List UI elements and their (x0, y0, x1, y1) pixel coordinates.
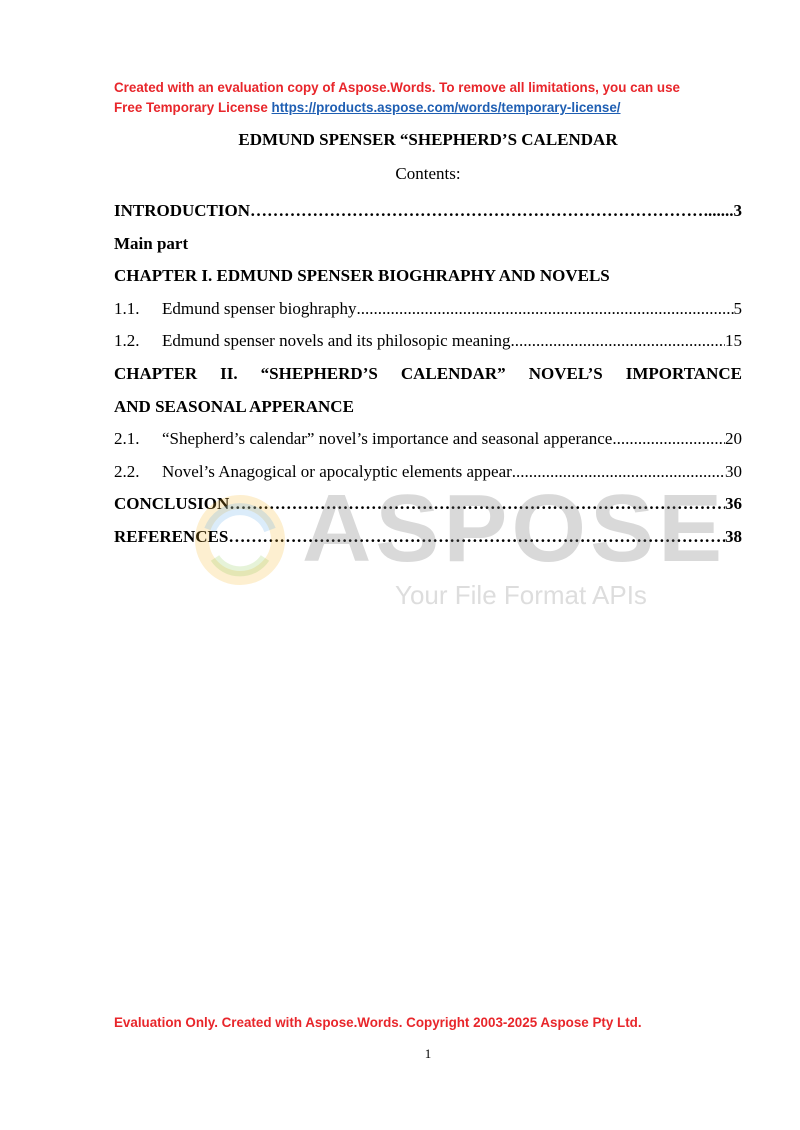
toc-leader (229, 488, 725, 521)
evaluation-notice-header (114, 78, 754, 118)
toc-heading-word: NOVEL’S (528, 363, 603, 383)
toc-leader (510, 325, 725, 358)
toc-chapter-1-heading[interactable] (114, 260, 742, 293)
toc-entry-label: CHAPTER I. EDMUND SPENSER BIOGHRAPHY AND NOVELS (114, 266, 610, 286)
toc-page-number: 30 (725, 461, 742, 481)
contents-heading: Contents: (395, 164, 461, 183)
toc-entry-2-1[interactable] (114, 423, 742, 456)
toc-entry-label: Novel’s Anagogical or apocalyptic elements appear (162, 461, 512, 481)
toc-leader (357, 293, 734, 326)
toc-leader (512, 456, 725, 489)
toc-entry-label: AND SEASONAL APPERANCE (114, 396, 354, 416)
toc-leader (612, 423, 725, 456)
toc-page-number: 20 (725, 429, 742, 449)
toc-entry-label: INTRODUCTION (114, 201, 251, 220)
toc-section-number: 1.2. (114, 331, 140, 351)
toc-heading-word: II. (220, 363, 238, 383)
license-label: Free Temporary License (114, 100, 272, 115)
toc-entry-label: Edmund spenser novels and its philosopic meaning (162, 331, 511, 351)
toc-entry-label: Edmund spenser bioghraphy (162, 298, 357, 318)
toc-leader (250, 195, 704, 228)
toc-entry-1-2[interactable] (114, 325, 742, 358)
toc-entry-references[interactable] (114, 521, 742, 554)
toc-section-number: 2.2. (114, 461, 140, 481)
toc-section-number: 2.1. (114, 429, 140, 449)
table-of-contents (114, 195, 742, 554)
evaluation-notice-footer: Evaluation Only. Created with Aspose.Words. Copyright 2003-2025 Aspose Pty Ltd. (114, 1015, 642, 1030)
toc-page-number: 38 (725, 526, 742, 546)
temporary-license-link[interactable]: https://products.aspose.com/words/temporary-license/ (271, 100, 621, 115)
toc-entry-label: “Shepherd’s calendar” novel’s importance and seasonal apperance (162, 429, 613, 449)
toc-heading-word: CHAPTER (114, 363, 198, 383)
toc-chapter-2-heading-line-1[interactable] (114, 358, 742, 391)
toc-chapter-2-heading-line-2[interactable] (114, 391, 742, 424)
document-title: EDMUND SPENSER “SHEPHERD’S CALENDAR (238, 130, 618, 149)
toc-page-number: 36 (725, 494, 742, 514)
toc-entry-conclusion[interactable] (114, 488, 742, 521)
toc-heading-word: CALENDAR” (400, 363, 506, 383)
evaluation-notice-line: Created with an evaluation copy of Aspose.Words. To remove all limitations, you can use (114, 80, 681, 95)
toc-entry-label: CONCLUSION (114, 494, 230, 514)
toc-leader (228, 521, 725, 554)
toc-page-number: 15 (725, 331, 742, 351)
evaluation-notice-license-line (114, 98, 754, 118)
watermark-title: ASPOSE (302, 475, 727, 582)
toc-entry-label: Main part (114, 233, 189, 253)
toc-heading-word: IMPORTANCE (625, 363, 742, 383)
toc-entry-2-2[interactable] (114, 456, 742, 489)
page-number: 1 (424, 1046, 432, 1061)
toc-page-number: .......3 (703, 201, 742, 220)
watermark-subtitle: Your File Format APIs (395, 580, 647, 610)
toc-entry-introduction[interactable] (114, 195, 742, 228)
toc-entry-1-1[interactable] (114, 293, 742, 326)
toc-page-number: 5 (733, 298, 742, 318)
toc-entry-label: REFERENCES (114, 526, 229, 546)
toc-heading-word: “SHEPHERD’S (260, 363, 378, 383)
toc-section-number: 1.1. (114, 298, 140, 318)
toc-main-part-heading (114, 228, 742, 261)
